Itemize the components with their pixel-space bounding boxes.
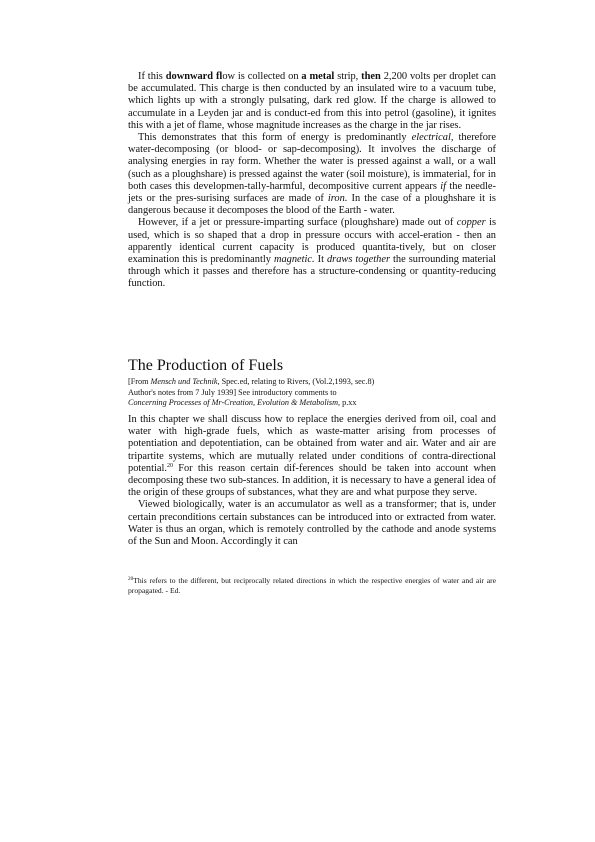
bold-text-run: then (361, 71, 381, 82)
footnote-text (128, 576, 496, 595)
text-run: It (314, 254, 327, 266)
text-run: [From (128, 377, 151, 386)
section-heading: The Production of Fuels (128, 357, 284, 374)
paragraph-5: Viewed biologically, water is an accumulator as well as a transformer; that is, under certain preconditions certain substances can be introduced into or extracted from water. Water is thus an organ, which is remotely controlled by the cathode and anode systems of the Sun and Moon. Accordingly it can (128, 499, 496, 548)
paragraph-2 (128, 132, 496, 217)
italic-text-run: iron. (327, 193, 348, 205)
text-run: In this chapter we shall discuss how to replace the energies derived from oil, coal and water with high-grade fuels, which as waste-matter arising from processes of potentiation and depotentiation, can be obtained from water and air. Water and air are tripartite systems, which are mutually related under conditions of contra-directional potential. (128, 414, 496, 474)
text-run: This refers to the different, but reciprocally related directions in which the respective energies of water and air are propagated. - Ed. (128, 576, 496, 595)
text-run: If this (138, 71, 166, 82)
text-run: However, if a jet or pressure-imparting surface (ploughshare) made out of (138, 217, 457, 229)
text-run: This demonstrates that this form of energy is predominantly (138, 132, 412, 144)
text-run: p.xx (340, 398, 357, 408)
body-text-top (128, 71, 496, 291)
footnote-reference[interactable]: 20 (166, 462, 173, 469)
italic-text-run: copper (456, 217, 486, 229)
italic-text-run: Mensch und Technik, (150, 377, 220, 386)
source-note (128, 377, 496, 409)
italic-text-run: magnetic. (273, 254, 315, 266)
bold-text-run: fl (215, 71, 223, 82)
text-run: therefore water-decomposing (or blood- or sap-decomposing). It involves the discharge of analysing energies in ray form. Whether the water is pressed against a wall, or a wall (such as a ploughshare) is pressed against the water (soil moisture), is immaterial, for in both cases this developmen-tally-harmful, decompositive current appears (128, 132, 497, 192)
text-run: For this reason certain dif-ferences should be taken into account when decomposing these two sub-stances. In addition, it is necessary to have a general idea of the origin of these groups of substances, what they are and what purpose they serve. (128, 462, 496, 499)
paragraph-3 (128, 217, 496, 290)
text-run: the needle-jets or the pres-surising surfaces are made of (128, 180, 496, 205)
text-run: ow is collected on (222, 71, 302, 82)
text-run: strip, (334, 71, 362, 82)
source-note-line-1 (128, 377, 496, 388)
text-run: 2,200 volts per droplet can be accumulated. This charge is then conducted by an insulated wire to a vacuum tube, which lights up with a strongly pulsating, dark red glow. If the charge is allowed to accumulate in a Leyden jar and is conduct-ed from this into petrol (gasoline), it ignites this with a jet of flame, whose magnitude increases as the charge in the jar rises. (128, 71, 496, 131)
body-text-bottom (128, 414, 496, 548)
italic-text-run: draws together (326, 254, 391, 266)
source-note-line-2: Author's notes from 7 July 1939] See introductory comments to (128, 387, 337, 397)
bold-text-run: downward (165, 71, 214, 82)
source-note-line-3 (128, 398, 496, 409)
bold-text-run: a metal (301, 71, 335, 82)
paragraph-4 (128, 414, 496, 499)
paragraph-1 (128, 71, 496, 132)
text-run: is used, which is so shaped that a drop in pressure occurs with accel-eration - then an apparently identical current capacity is produced quantita-tively, but on closer examination this is predominantly (128, 217, 496, 266)
italic-text-run: Concerning Processes of Mr-Creation, Evolution & Metabolism, (128, 398, 341, 408)
text-run: In the case of a ploughshare it is dangerous because it decomposes the blood of the Earth - water. (128, 193, 496, 217)
italic-text-run: if (440, 180, 447, 192)
text-run: the surrounding material through which it passes and therefore has a structure-condensing or quantity-reducing function. (128, 254, 496, 290)
text-run: Spec.ed, relating to Rivers, (Vol.2,1993, sec.8) (219, 377, 375, 386)
italic-text-run: electrical, (411, 132, 454, 144)
footnote (128, 576, 496, 595)
footnote-number: 20 (128, 576, 134, 582)
